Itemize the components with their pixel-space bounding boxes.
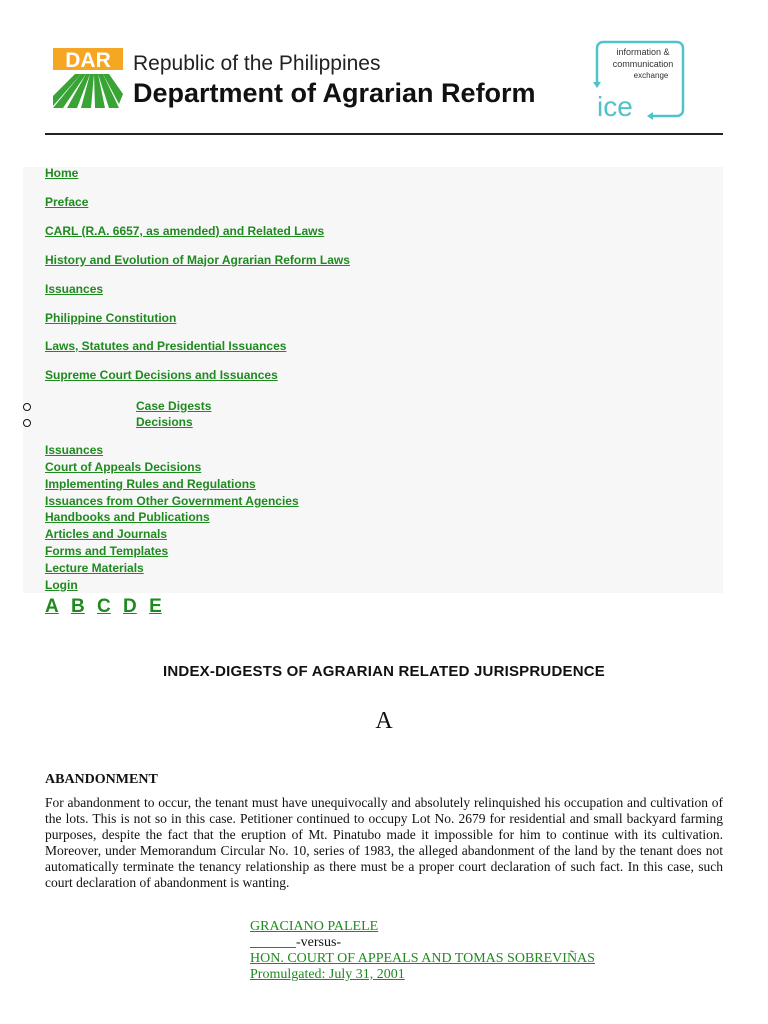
case-versus [250,935,341,951]
nav-court-of-appeals[interactable]: Court of Appeals Decisions [45,460,202,474]
dar-logo [53,48,123,108]
letter-link-d[interactable]: D [123,596,137,617]
nav-forms[interactable]: Forms and Templates [45,544,169,558]
nav-issuances-2[interactable]: Issuances [45,443,104,457]
site-header [45,40,723,124]
case-promulgated: Promulgated: July 31, 2001 [250,967,405,982]
nav-irr[interactable]: Implementing Rules and Regulations [45,477,256,491]
header-divider [45,133,723,135]
digest-paragraph: For abandonment to occur, the tenant must have unequivocally and absolutely relinquished his occupation and cultivation of the lots. This is not so in this case. Petitioner continued to occupy Lot No. 2679 for residential and small backyard farming purposes, despite the fact that the eruption of Mt. Pinatubo made it impossible for him to continue with its cultivation. Moreover, under Memorandum Circular No. 10, series of 1983, the alleged abandonment of the land by the tenant does not automatically terminate the tenancy relationship as there must be a proper court declaration of such fact. In this case, such court declaration of abandonment is wanting. [45,795,723,890]
nav-other-agencies[interactable]: Issuances from Other Government Agencies [45,494,299,508]
letter-index [45,596,169,618]
letter-link-c[interactable]: C [97,596,111,617]
nav-login[interactable]: Login [45,578,78,592]
nav-carl[interactable]: CARL (R.A. 6657, as amended) and Related Laws [45,224,325,238]
nav-decisions[interactable]: Decisions [136,415,193,429]
nav-supreme-court[interactable]: Supreme Court Decisions and Issuances [45,368,278,382]
nav-home[interactable]: Home [45,166,79,180]
section-heading: ABANDONMENT [45,772,158,787]
ice-logo [593,40,687,122]
nav-history[interactable]: History and Evolution of Major Agrarian Reform Laws [45,253,350,267]
page-title: INDEX-DIGESTS OF AGRARIAN RELATED JURISPRUDENCE [163,663,605,680]
letter-link-a[interactable]: A [45,596,59,617]
nav-articles[interactable]: Articles and Journals [45,527,168,541]
nav-constitution[interactable]: Philippine Constitution [45,311,177,325]
ice-text-1: information & [616,47,670,57]
header-department: Department of Agrarian Reform [133,78,536,108]
nav-case-digests[interactable]: Case Digests [136,399,212,413]
nav-lecture[interactable]: Lecture Materials [45,561,144,575]
nav-laws-statutes[interactable]: Laws, Statutes and Presidential Issuances [45,339,287,353]
letter-link-e[interactable]: E [149,596,162,617]
nav-handbooks[interactable]: Handbooks and Publications [45,510,210,524]
case-respondent-link[interactable]: HON. COURT OF APPEALS AND TOMAS SOBREVIÑAS [250,951,595,966]
versus-underline [250,947,296,948]
header-republic: Republic of the Philippines [133,52,381,75]
ice-word: ice [597,91,633,122]
ice-text-3: exchange [633,71,669,80]
dar-logo-text: DAR [65,49,111,72]
versus-text: -versus- [296,935,342,950]
section-letter: A [375,708,393,734]
bullet-icon [23,403,31,411]
bullet-icon [23,419,31,427]
letter-link-b[interactable]: B [71,596,85,617]
ice-text-2: communication [612,59,674,69]
nav-issuances[interactable]: Issuances [45,282,104,296]
nav-preface[interactable]: Preface [45,195,89,209]
case-petitioner-link[interactable]: GRACIANO PALELE [250,919,379,934]
